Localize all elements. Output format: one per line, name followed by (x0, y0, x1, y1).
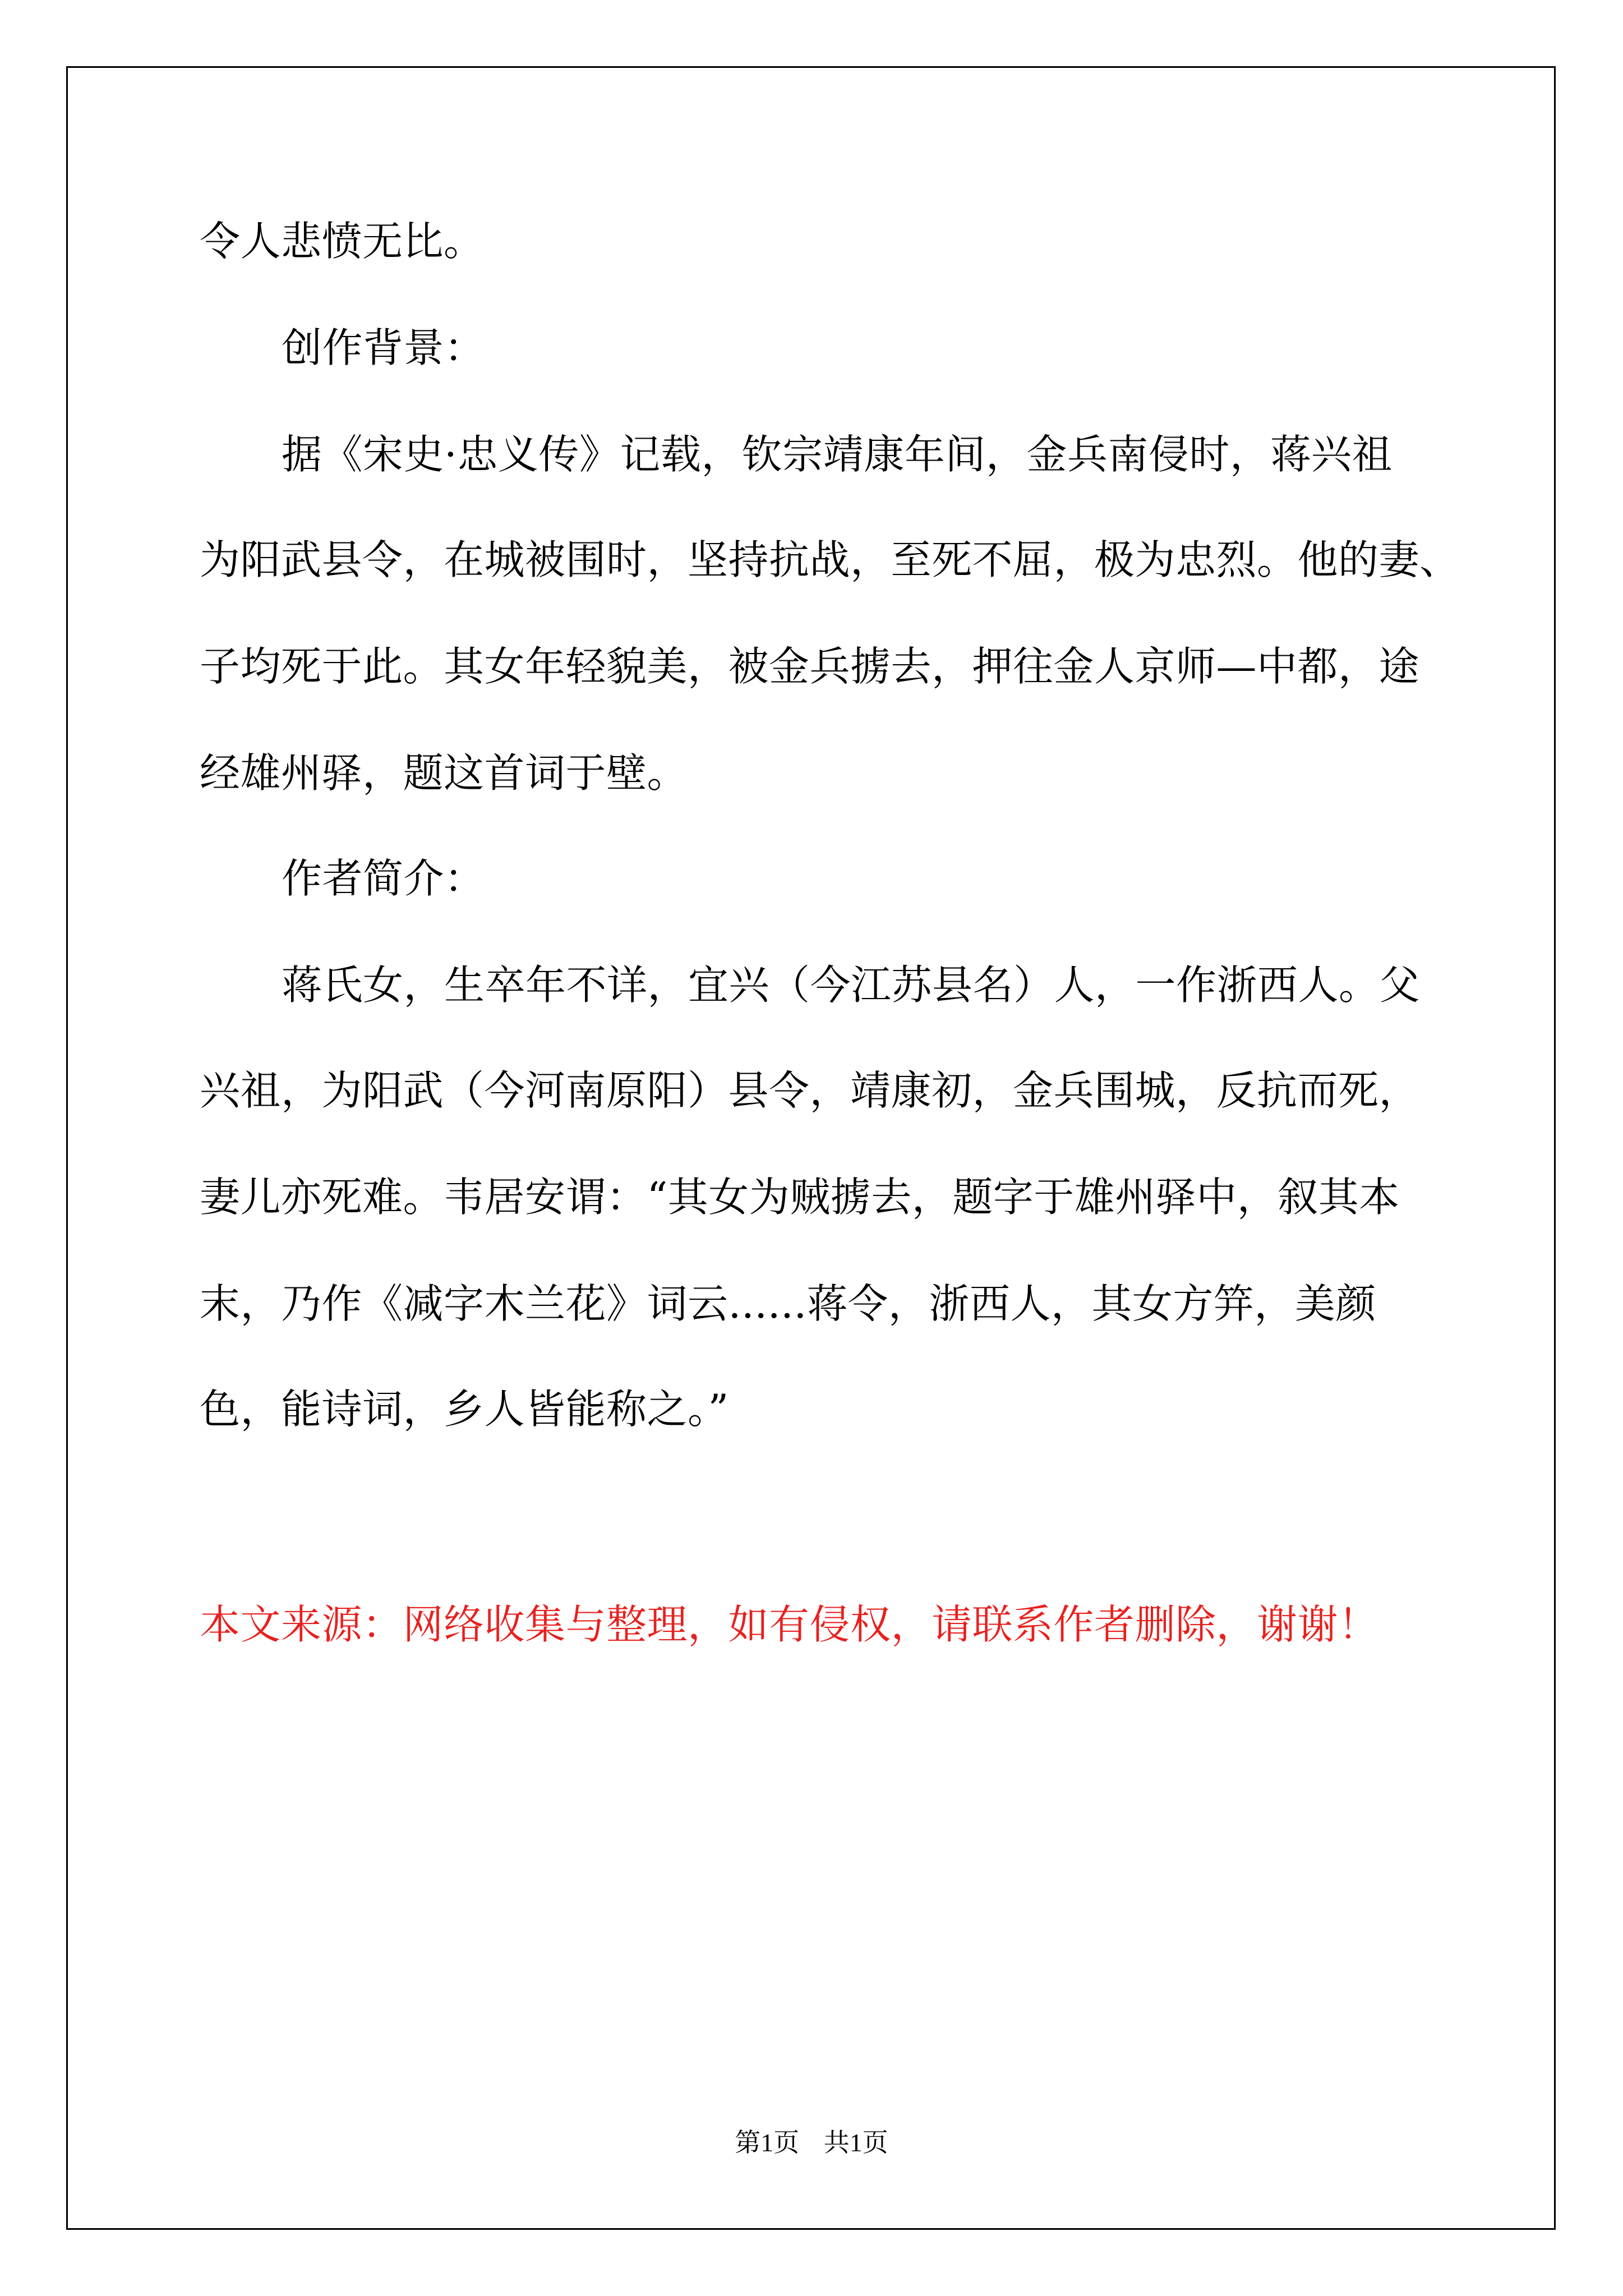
section-heading-background: 创作背景： (282, 324, 485, 371)
page-number-current: 第1页 (735, 2128, 800, 2157)
text-line: 蒋氏女，生卒年不详，宜兴（今江苏县名）人，一作浙西人。父 (282, 961, 1421, 1009)
text-line: 妻儿亦死难。韦居安谓：“其女为贼掳去，题字于雄州驿中，叙其本 (200, 1174, 1400, 1221)
page-footer (0, 2126, 1623, 2160)
text-line: 兴祖，为阳武（今河南原阳）县令，靖康初，金兵围城，反抗而死， (200, 1067, 1420, 1114)
text-line: 子均死于此。其女年轻貌美，被金兵掳去，押往金人京师—中都，途 (200, 643, 1420, 690)
text-line: 末，乃作《减字木兰花》词云......蒋令，浙西人，其女方笄，美颜 (200, 1280, 1376, 1327)
section-heading-author: 作者简介： (282, 855, 485, 902)
text-line: 色，能诗词，乡人皆能称之。” (200, 1386, 729, 1433)
page-number-total: 共1页 (823, 2128, 888, 2157)
text-line: 据《宋史·忠义传》记载，钦宗靖康年间，金兵南侵时，蒋兴祖 (282, 431, 1393, 478)
text-line: 令人悲愤无比。 (200, 218, 485, 265)
text-line: 为阳武县令，在城被围时，坚持抗战，至死不屈，极为忠烈。他的妻、 (200, 536, 1460, 583)
page-border (66, 66, 1556, 2230)
text-line: 经雄州驿，题这首词于壁。 (200, 749, 688, 797)
source-note: 本文来源：网络收集与整理，如有侵权，请联系作者删除，谢谢！ (200, 1601, 1379, 1648)
